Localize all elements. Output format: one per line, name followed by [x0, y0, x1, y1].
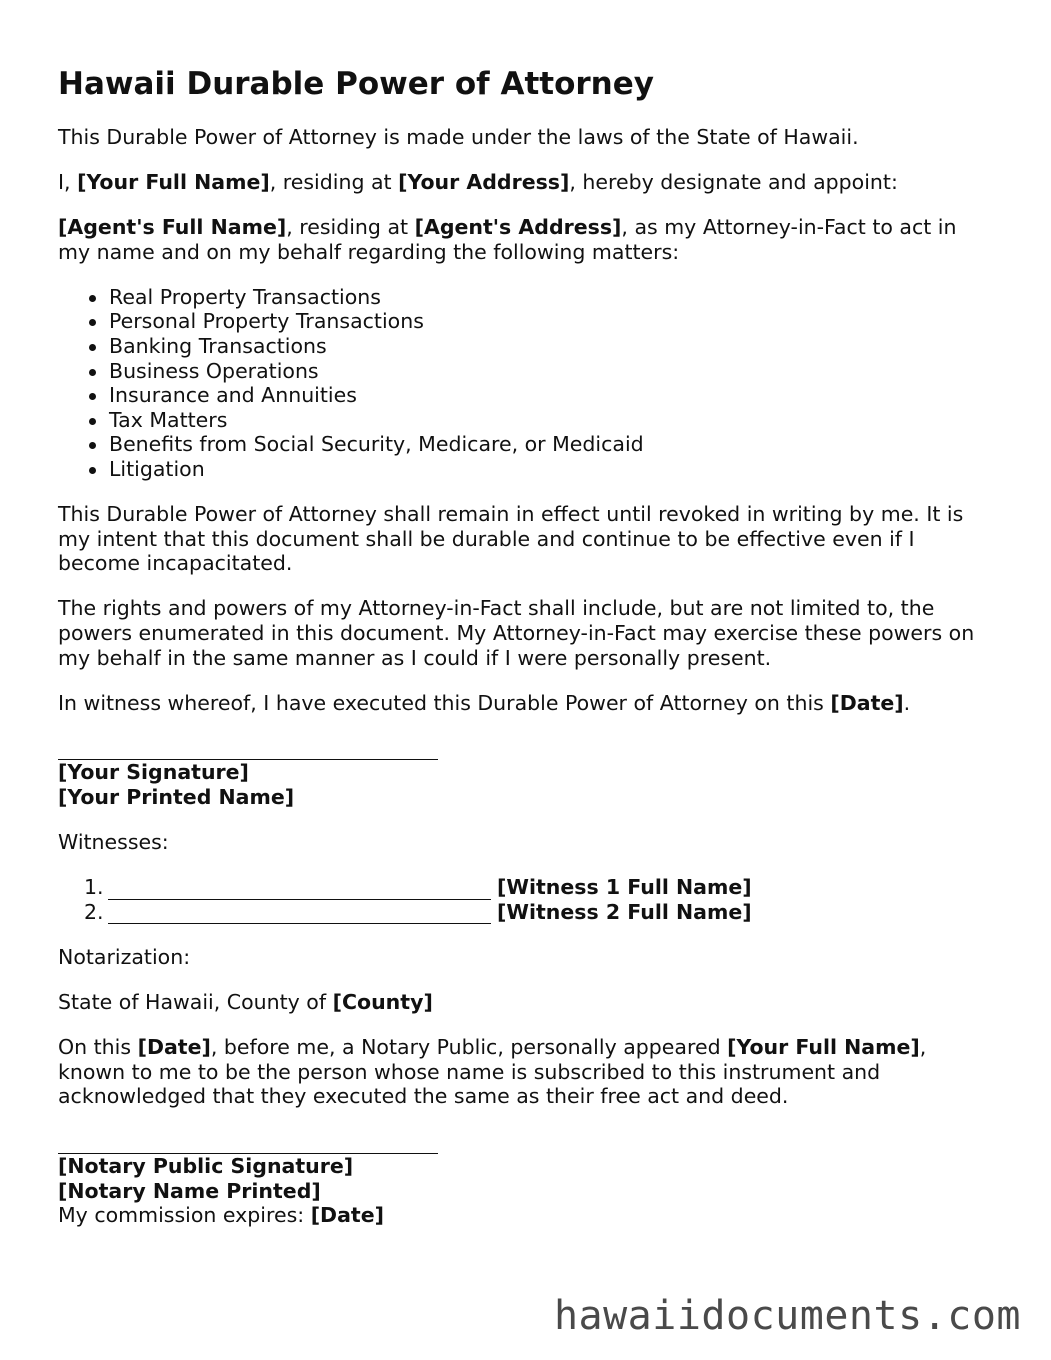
durability-paragraph: This Durable Power of Attorney shall remain in effect until revoked in writing by me. It is my intent that this document shall be durable and continue to be effective even if I become incapacitated.	[58, 502, 964, 576]
agent-post: , as my Attorney-in-Fact to act in my name and on my behalf regarding the following matters:	[58, 215, 957, 264]
witness-number: 2.	[84, 899, 104, 924]
principal-mid: , residing at	[269, 170, 399, 195]
ack-name: [Your Full Name]	[727, 1035, 920, 1060]
witness-clause-date: [Date]	[830, 690, 904, 715]
list-item	[84, 899, 993, 925]
principal-address: [Your Address]	[398, 170, 570, 195]
rights-paragraph: The rights and powers of my Attorney-in-Fact shall include, but are not limited to, the powers enumerated in this document. My Attorney-in-Fact may exercise these powers on my behalf in the same manner as I could if I were personally present.	[58, 596, 975, 670]
notary-state-pre: State of Hawaii, County of	[58, 989, 333, 1014]
list-item: Personal Property Transactions	[109, 309, 993, 334]
document-title: Hawaii Durable Power of Attorney	[58, 66, 654, 102]
principal-signature-block	[58, 736, 993, 810]
list-item	[84, 875, 993, 900]
witness-number: 1.	[84, 875, 104, 900]
list-item: Benefits from Social Security, Medicare, or Medicaid	[109, 432, 993, 457]
principal-pre: I,	[58, 170, 78, 195]
witness-clause-post: .	[903, 690, 911, 715]
principal-signature-line[interactable]	[58, 736, 438, 761]
witness-1-signature-line[interactable]	[108, 878, 491, 900]
principal-name: [Your Full Name]	[77, 170, 270, 195]
list-item: Business Operations	[109, 359, 993, 384]
document-page	[58, 64, 993, 1228]
commission-line	[58, 1203, 993, 1228]
notary-signature-block	[58, 1129, 993, 1227]
notary-acknowledgment	[58, 1035, 993, 1109]
notary-state-line	[58, 990, 993, 1015]
witness-1-name: [Witness 1 Full Name]	[497, 875, 752, 900]
ack-date: [Date]	[137, 1035, 211, 1060]
agent-name: [Agent's Full Name]	[58, 215, 287, 240]
commission-date: [Date]	[310, 1203, 384, 1228]
notary-signature-line[interactable]	[58, 1129, 438, 1154]
principal-paragraph	[58, 170, 993, 195]
list-item: Litigation	[109, 457, 993, 482]
ack-post: , known to me to be the person whose name is subscribed to this instrument and acknowledged that they executed the same as their free act and deed.	[58, 1035, 927, 1109]
powers-list	[58, 285, 993, 482]
witness-clause	[58, 691, 993, 716]
witness-2-signature-line[interactable]	[108, 902, 491, 924]
witness-clause-pre: In witness whereof, I have executed this Durable Power of Attorney on this	[58, 690, 831, 715]
list-item: Insurance and Annuities	[109, 383, 993, 408]
principal-printed-name-label: [Your Printed Name]	[58, 784, 295, 809]
agent-address: [Agent's Address]	[414, 215, 622, 240]
notarization-heading: Notarization:	[58, 944, 191, 969]
ack-pre: On this	[58, 1035, 138, 1060]
list-item: Banking Transactions	[109, 334, 993, 359]
notary-signature-label: [Notary Public Signature]	[58, 1153, 354, 1178]
ack-mid: , before me, a Notary Public, personally appeared	[210, 1035, 728, 1060]
agent-mid: , residing at	[286, 215, 415, 240]
list-item: Real Property Transactions	[109, 285, 993, 310]
principal-post: , hereby designate and appoint:	[569, 170, 898, 195]
commission-pre: My commission expires:	[58, 1203, 311, 1228]
notary-printed-name-label: [Notary Name Printed]	[58, 1178, 321, 1203]
notary-county: [County]	[332, 989, 433, 1014]
agent-paragraph	[58, 215, 993, 264]
principal-signature-label: [Your Signature]	[58, 760, 249, 785]
witnesses-heading: Witnesses:	[58, 830, 169, 855]
witness-2-name: [Witness 2 Full Name]	[497, 899, 752, 924]
site-watermark: hawaiidocuments.com	[553, 1293, 1021, 1339]
list-item: Tax Matters	[109, 408, 993, 433]
witnesses-list	[58, 875, 993, 924]
intro-paragraph: This Durable Power of Attorney is made under the laws of the State of Hawaii.	[58, 125, 859, 149]
